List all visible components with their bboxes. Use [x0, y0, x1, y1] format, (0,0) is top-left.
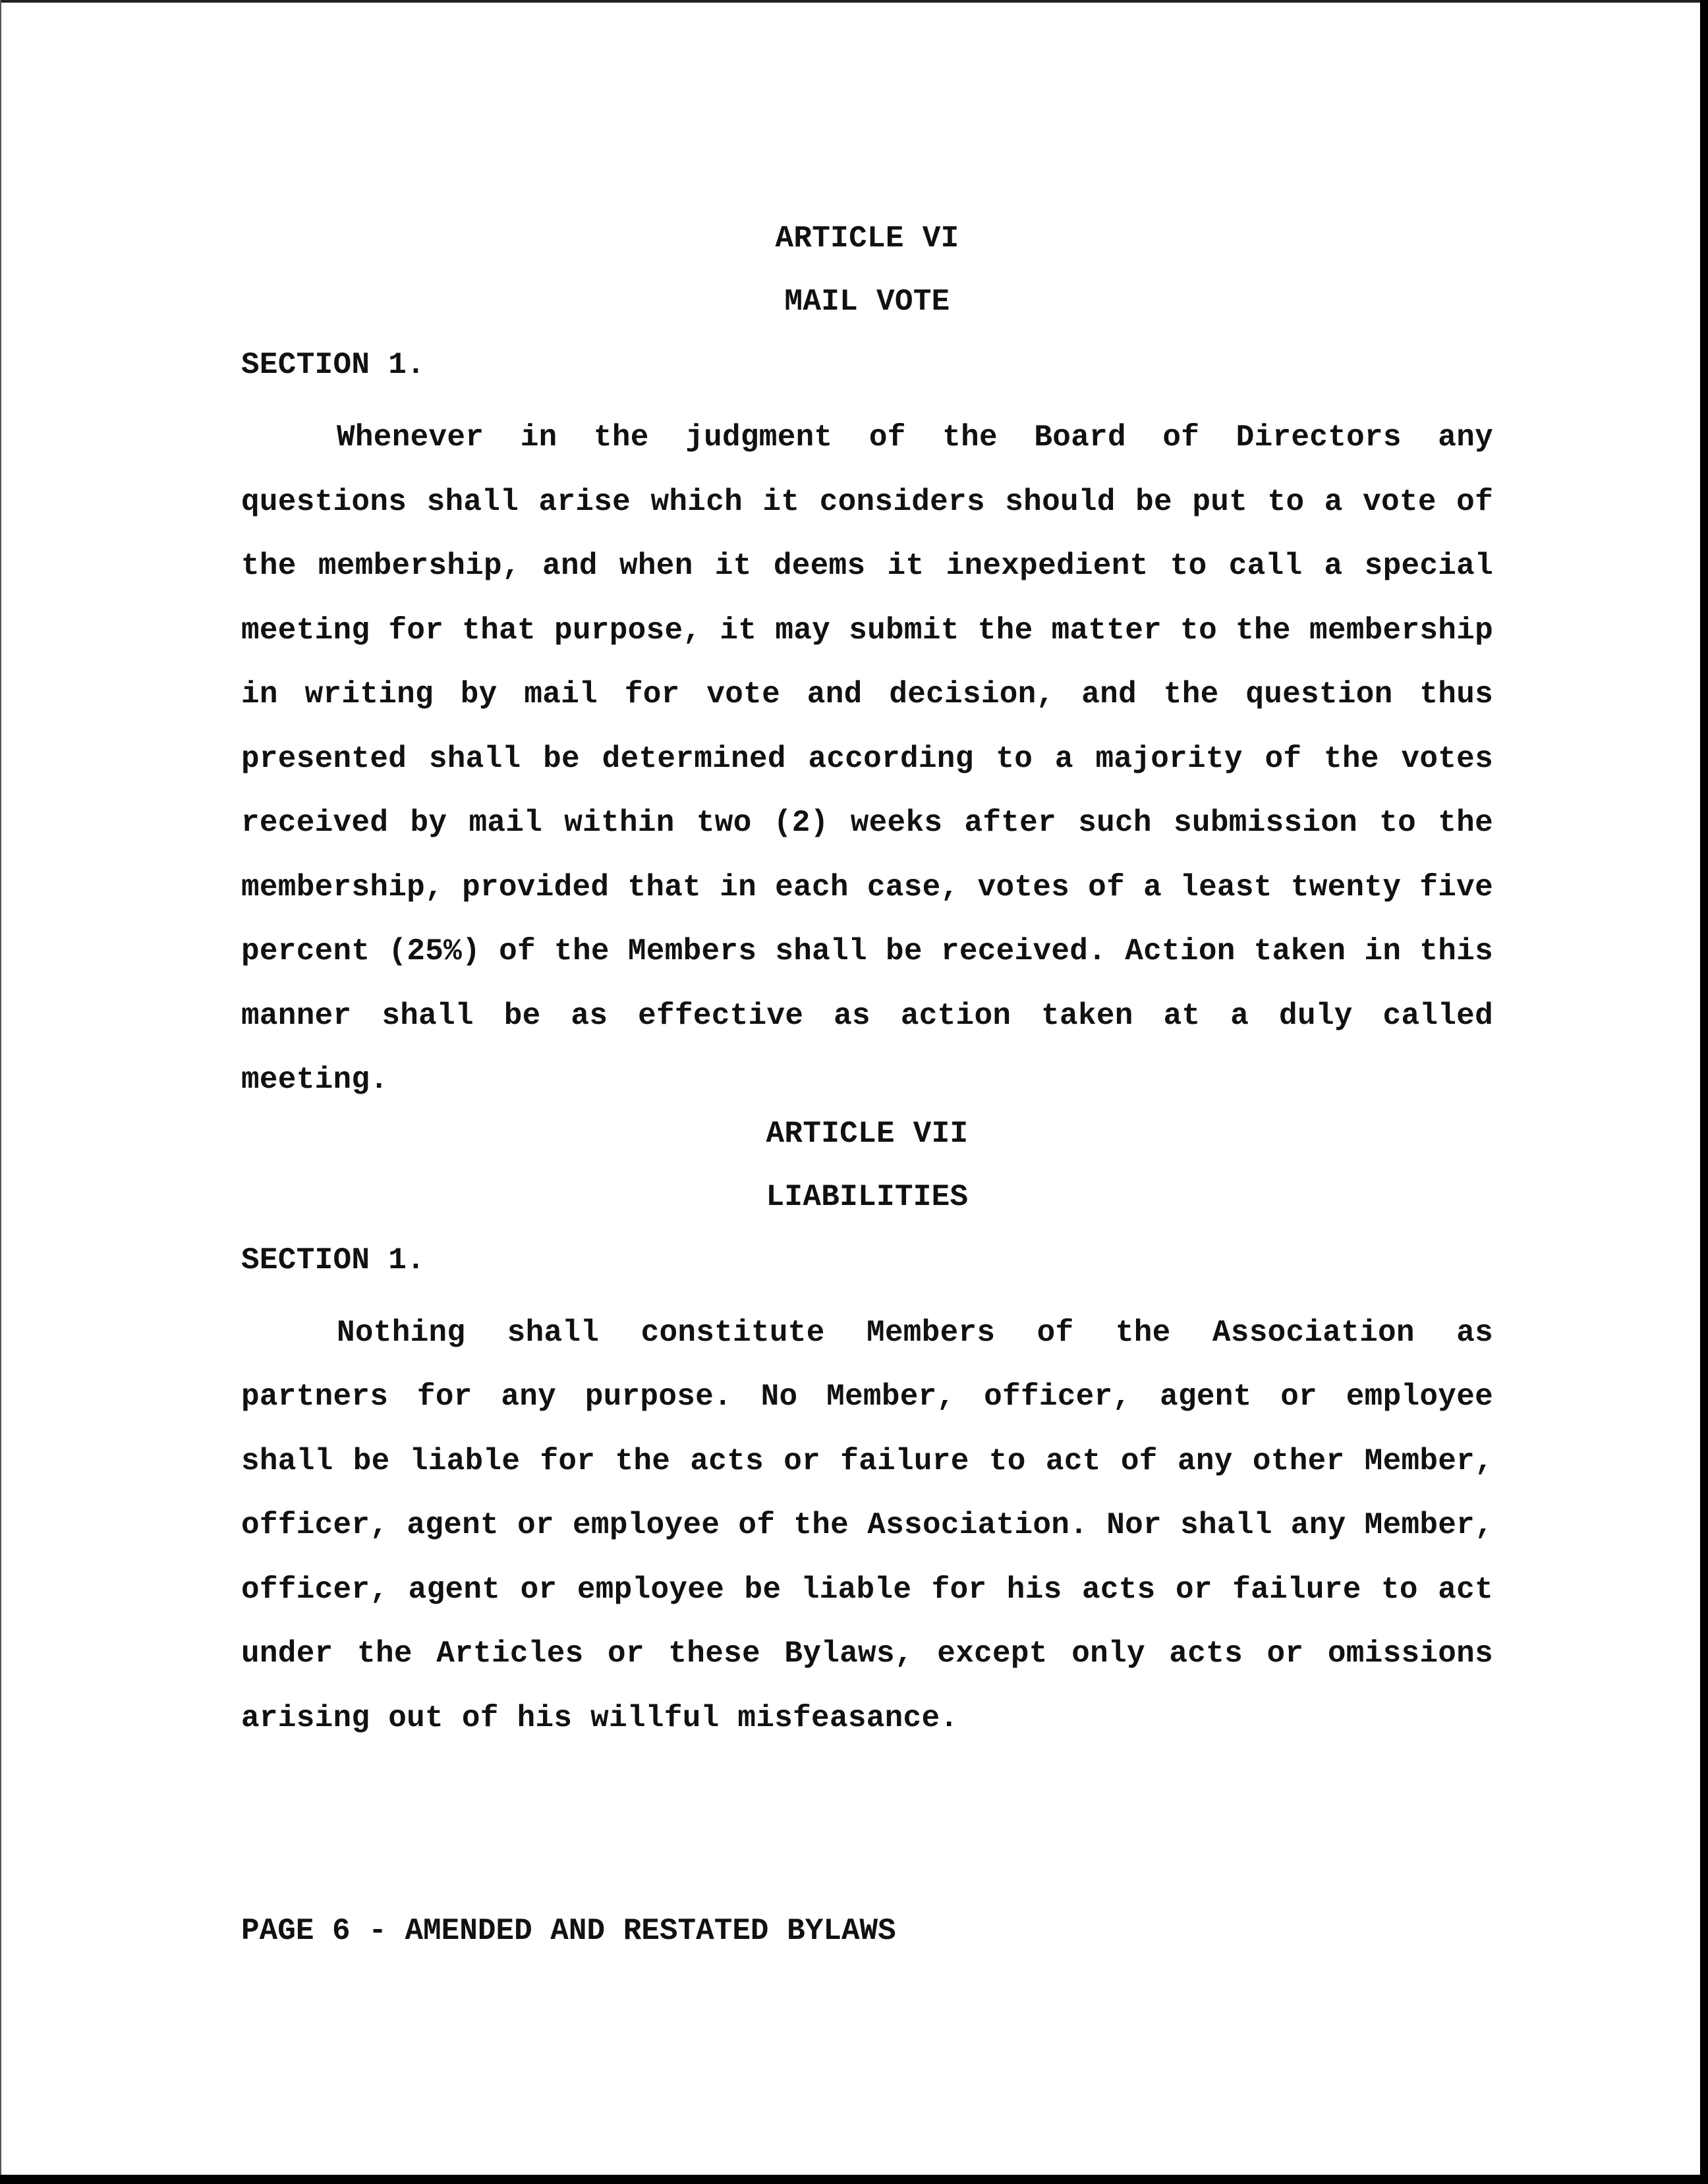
scan-edge-bottom: [0, 2175, 1708, 2184]
scan-edge-right: [1700, 0, 1708, 2184]
article-7-subtitle: LIABILITIES: [766, 1179, 969, 1214]
scan-edge-top: [0, 0, 1708, 3]
scan-edge-left: [0, 0, 1, 2184]
article-6-title: ARTICLE VI: [775, 221, 959, 256]
document-body: [241, 217, 1493, 1750]
article-7-body: Nothing shall constitute Members of the Association as partners for any purpose. No Member, officer, agent or employee shall be liable for the acts or failure to act of any other Member, officer, agent or employee of the Association. Nor shall any Member, officer, agent or employee be liable for his acts or failure to act under the Articles or these Bylaws, except only acts or omissions arising out of his willful misfeasance.: [241, 1315, 1493, 1735]
article-6-section-label: SECTION 1.: [241, 348, 426, 382]
page-footer: PAGE 6 - AMENDED AND RESTATED BYLAWS: [241, 1914, 896, 1948]
article-6-subtitle: MAIL VOTE: [784, 285, 950, 319]
article-6-body: Whenever in the judgment of the Board of Directors any questions shall arise which it considers should be put to a vote of the membership, and when it deems it inexpedient to call a special meeting for that purpose, it may submit the matter to the membership in writing by mail for vote and decision, and the question thus presented shall be determined according to a majority of the votes received by mail within two (2) weeks after such submission to the membership, provided that in each case, votes of a least twenty five percent (25%) of the Members shall be received. Action taken in this manner shall be as effective as action taken at a duly called meeting.: [241, 420, 1493, 1097]
article-7-title: ARTICLE VII: [766, 1116, 969, 1151]
article-7-section-label: SECTION 1.: [241, 1243, 426, 1277]
